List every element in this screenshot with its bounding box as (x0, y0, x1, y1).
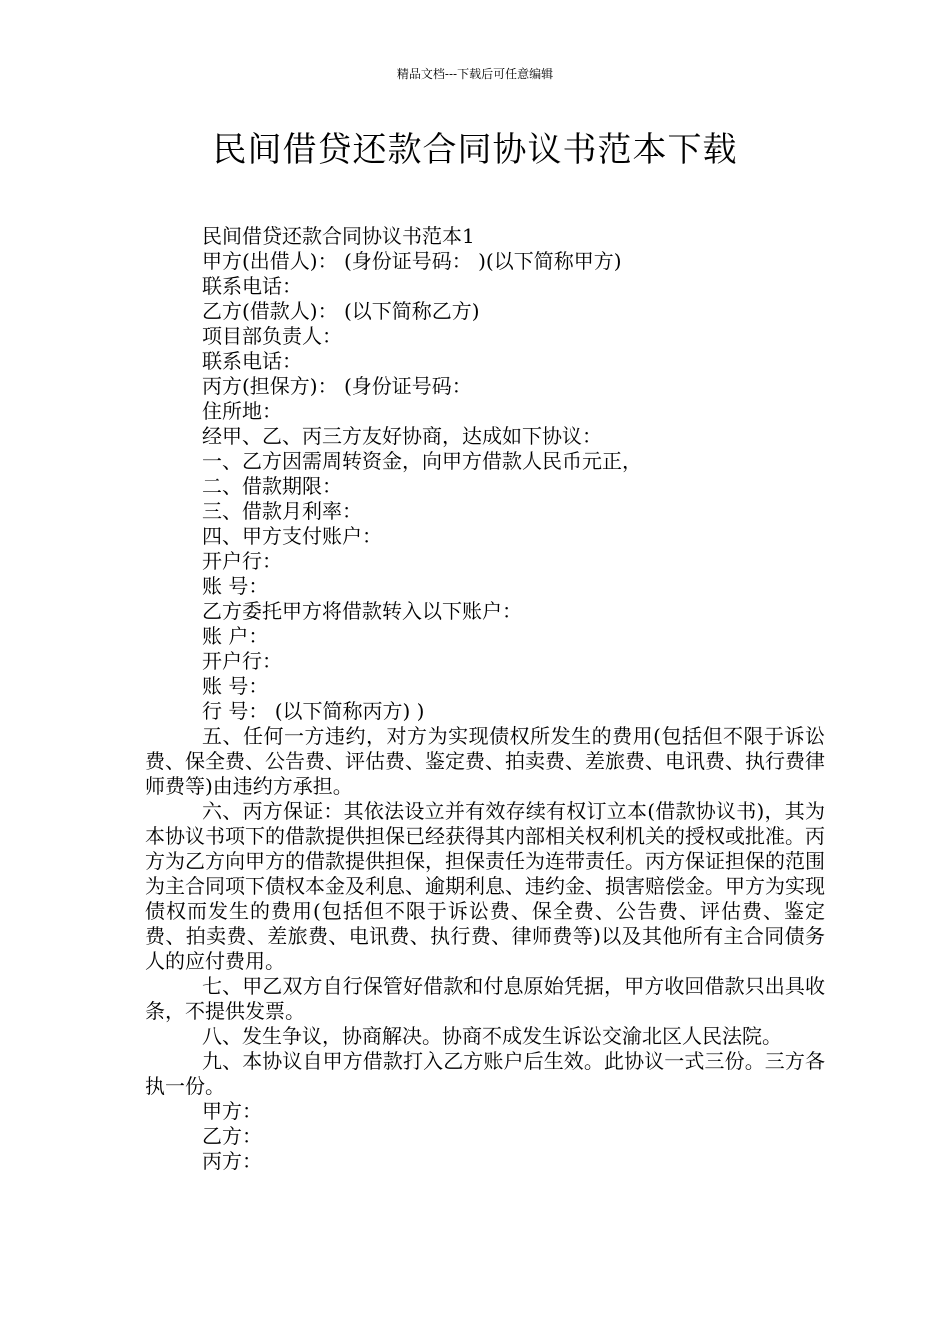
signature-line: 乙方： (202, 1124, 262, 1148)
body-line: 丙方(担保方)： (身份证号码： (202, 374, 472, 398)
clause-paragraph: 九、本协议自甲方借款打入乙方账户后生效。此协议一式三份。三方各执一份。 (145, 1049, 825, 1098)
document-title: 民间借贷还款合同协议书范本下载 (212, 130, 738, 170)
body-line: 乙方(借款人)： (以下简称乙方) (202, 299, 480, 323)
clause-paragraph: 六、丙方保证：其依法设立并有效存续有权订立本(借款协议书)，其为本协议书项下的借款提供担保已经获得其内部相关权利机关的授权或批准。丙方为乙方向甲方的借款提供担保，担保责任为连带责任。丙方保证担保的范围为主合同项下债权本金及利息、逾期利息、违约金、损害赔偿金。甲方为实现债权而发生的费用(包括但不限于诉讼费、保全费、公告费、评估费、鉴定费、拍卖费、差旅费、电讯费、执行费、律师费等)以及其他所有主合同债务人的应付费用。 (145, 799, 825, 973)
body-line: 开户行： (202, 649, 282, 673)
body-line: 三、借款月利率： (202, 499, 362, 523)
signature-line: 丙方： (202, 1149, 262, 1173)
body-line: 甲方(出借人)： (身份证号码： )(以下简称甲方) (202, 249, 622, 273)
body-line: 行 号： (以下简称丙方) ) (202, 699, 425, 723)
signature-line: 甲方： (202, 1099, 262, 1123)
body-line: 乙方委托甲方将借款转入以下账户： (202, 599, 522, 623)
body-line: 四、甲方支付账户： (202, 524, 382, 548)
clause-paragraph: 七、甲乙双方自行保管好借款和付息原始凭据，甲方收回借款只出具收条，不提供发票。 (145, 974, 825, 1023)
body-line: 住所地： (202, 399, 282, 423)
body-line: 开户行： (202, 549, 282, 573)
body-line: 联系电话： (202, 274, 302, 298)
body-line: 经甲、乙、丙三方友好协商，达成如下协议： (202, 424, 602, 448)
header-note: 精品文档---下载后可任意编辑 (396, 67, 554, 81)
body-line: 项目部负责人： (202, 324, 342, 348)
body-line: 账 户： (202, 624, 269, 648)
clause-paragraph: 五、任何一方违约，对方为实现债权所发生的费用(包括但不限于诉讼费、保全费、公告费、评估费、鉴定费、拍卖费、差旅费、电讯费、执行费律师费等)由违约方承担。 (145, 724, 825, 798)
body-line: 二、借款期限： (202, 474, 342, 498)
document-body (145, 224, 825, 1174)
body-line: 账 号： (202, 574, 269, 598)
clause-paragraph: 八、发生争议，协商解决。协商不成发生诉讼交渝北区人民法院。 (202, 1024, 782, 1048)
body-line: 账 号： (202, 674, 269, 698)
body-line: 一、乙方因需周转资金，向甲方借款人民币元正， (202, 449, 642, 473)
body-line: 联系电话： (202, 349, 302, 373)
body-line: 民间借贷还款合同协议书范本1 (202, 224, 475, 248)
